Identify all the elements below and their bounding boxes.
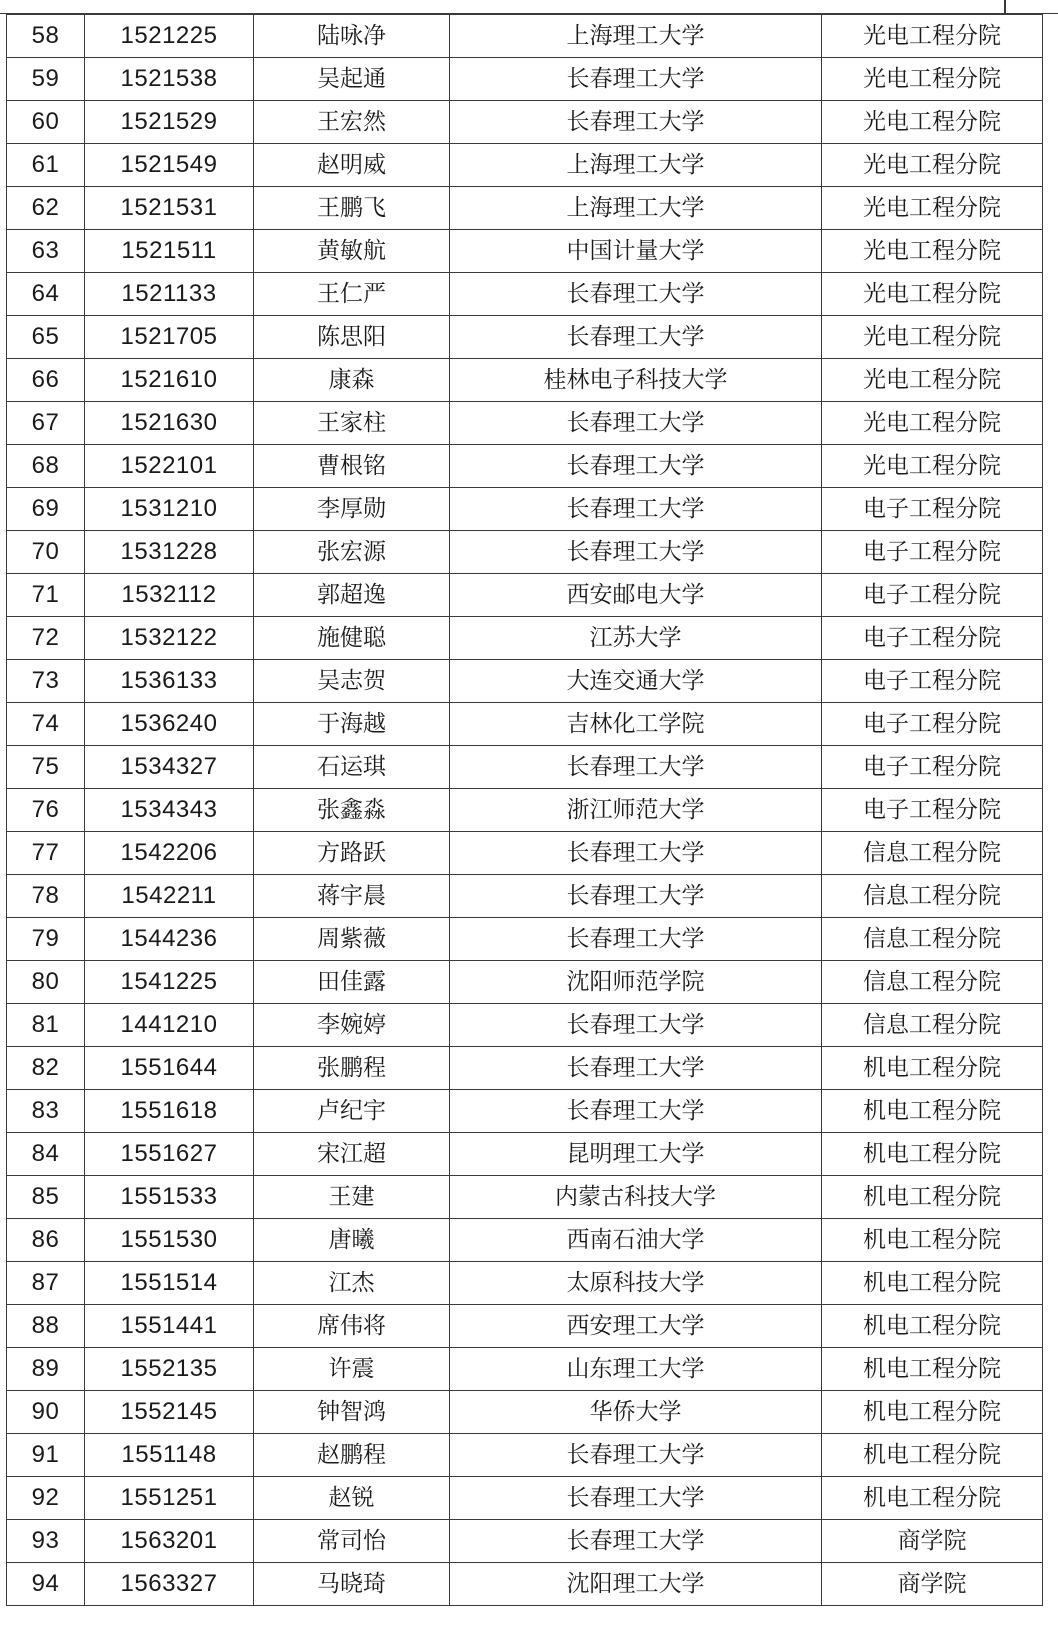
table-row bbox=[7, 230, 1043, 273]
school-cell: 浙江师范大学 bbox=[450, 789, 822, 832]
student-name-cell: 王宏然 bbox=[254, 101, 450, 144]
department-cell: 机电工程分院 bbox=[822, 1176, 1043, 1219]
school-cell: 沈阳理工大学 bbox=[450, 1563, 822, 1606]
table-row bbox=[7, 1348, 1043, 1391]
student-name-cell: 郭超逸 bbox=[254, 574, 450, 617]
student-name-cell: 于海越 bbox=[254, 703, 450, 746]
department-cell: 信息工程分院 bbox=[822, 918, 1043, 961]
school-cell: 上海理工大学 bbox=[450, 144, 822, 187]
student-list-table bbox=[6, 14, 1043, 1606]
school-cell: 长春理工大学 bbox=[450, 1477, 822, 1520]
school-cell: 长春理工大学 bbox=[450, 1520, 822, 1563]
school-cell: 长春理工大学 bbox=[450, 316, 822, 359]
row-number-cell: 67 bbox=[7, 402, 85, 445]
corner-tick bbox=[1004, 0, 1006, 14]
student-id-cell: 1521133 bbox=[85, 273, 254, 316]
student-id-cell: 1552135 bbox=[85, 1348, 254, 1391]
table-body bbox=[7, 15, 1043, 1606]
student-id-cell: 1541225 bbox=[85, 961, 254, 1004]
table-row bbox=[7, 359, 1043, 402]
table-row bbox=[7, 187, 1043, 230]
department-cell: 机电工程分院 bbox=[822, 1348, 1043, 1391]
row-number-cell: 70 bbox=[7, 531, 85, 574]
row-number-cell: 65 bbox=[7, 316, 85, 359]
department-cell: 电子工程分院 bbox=[822, 703, 1043, 746]
department-cell: 电子工程分院 bbox=[822, 574, 1043, 617]
student-name-cell: 王鹏飞 bbox=[254, 187, 450, 230]
student-id-cell: 1551533 bbox=[85, 1176, 254, 1219]
school-cell: 长春理工大学 bbox=[450, 273, 822, 316]
student-name-cell: 陆咏净 bbox=[254, 15, 450, 58]
school-cell: 长春理工大学 bbox=[450, 918, 822, 961]
student-name-cell: 李厚勋 bbox=[254, 488, 450, 531]
row-number-cell: 74 bbox=[7, 703, 85, 746]
department-cell: 商学院 bbox=[822, 1520, 1043, 1563]
student-name-cell: 江杰 bbox=[254, 1262, 450, 1305]
school-cell: 长春理工大学 bbox=[450, 1434, 822, 1477]
student-id-cell: 1551618 bbox=[85, 1090, 254, 1133]
student-name-cell: 赵明威 bbox=[254, 144, 450, 187]
row-number-cell: 87 bbox=[7, 1262, 85, 1305]
student-name-cell: 李婉婷 bbox=[254, 1004, 450, 1047]
school-cell: 长春理工大学 bbox=[450, 1047, 822, 1090]
table-row bbox=[7, 1176, 1043, 1219]
table-row bbox=[7, 660, 1043, 703]
student-id-cell: 1521511 bbox=[85, 230, 254, 273]
row-number-cell: 79 bbox=[7, 918, 85, 961]
student-id-cell: 1521610 bbox=[85, 359, 254, 402]
row-number-cell: 77 bbox=[7, 832, 85, 875]
table-row bbox=[7, 789, 1043, 832]
department-cell: 光电工程分院 bbox=[822, 445, 1043, 488]
table-row bbox=[7, 1563, 1043, 1606]
school-cell: 大连交通大学 bbox=[450, 660, 822, 703]
school-cell: 上海理工大学 bbox=[450, 187, 822, 230]
row-number-cell: 61 bbox=[7, 144, 85, 187]
table-row bbox=[7, 961, 1043, 1004]
student-id-cell: 1536240 bbox=[85, 703, 254, 746]
student-id-cell: 1551251 bbox=[85, 1477, 254, 1520]
table-row bbox=[7, 531, 1043, 574]
row-number-cell: 78 bbox=[7, 875, 85, 918]
school-cell: 华侨大学 bbox=[450, 1391, 822, 1434]
student-name-cell: 方路跃 bbox=[254, 832, 450, 875]
department-cell: 电子工程分院 bbox=[822, 617, 1043, 660]
student-name-cell: 席伟将 bbox=[254, 1305, 450, 1348]
table-row bbox=[7, 316, 1043, 359]
student-name-cell: 许震 bbox=[254, 1348, 450, 1391]
table-row bbox=[7, 1520, 1043, 1563]
student-id-cell: 1551627 bbox=[85, 1133, 254, 1176]
row-number-cell: 93 bbox=[7, 1520, 85, 1563]
row-number-cell: 84 bbox=[7, 1133, 85, 1176]
table-row bbox=[7, 832, 1043, 875]
school-cell: 吉林化工学院 bbox=[450, 703, 822, 746]
student-name-cell: 康森 bbox=[254, 359, 450, 402]
row-number-cell: 75 bbox=[7, 746, 85, 789]
row-number-cell: 90 bbox=[7, 1391, 85, 1434]
department-cell: 信息工程分院 bbox=[822, 875, 1043, 918]
student-name-cell: 宋江超 bbox=[254, 1133, 450, 1176]
department-cell: 光电工程分院 bbox=[822, 187, 1043, 230]
school-cell: 长春理工大学 bbox=[450, 101, 822, 144]
row-number-cell: 73 bbox=[7, 660, 85, 703]
department-cell: 机电工程分院 bbox=[822, 1305, 1043, 1348]
department-cell: 光电工程分院 bbox=[822, 144, 1043, 187]
department-cell: 光电工程分院 bbox=[822, 273, 1043, 316]
student-id-cell: 1521225 bbox=[85, 15, 254, 58]
school-cell: 内蒙古科技大学 bbox=[450, 1176, 822, 1219]
student-name-cell: 王建 bbox=[254, 1176, 450, 1219]
table-row bbox=[7, 1434, 1043, 1477]
student-id-cell: 1536133 bbox=[85, 660, 254, 703]
school-cell: 西安邮电大学 bbox=[450, 574, 822, 617]
student-id-cell: 1542211 bbox=[85, 875, 254, 918]
department-cell: 机电工程分院 bbox=[822, 1047, 1043, 1090]
table-row bbox=[7, 1133, 1043, 1176]
department-cell: 机电工程分院 bbox=[822, 1391, 1043, 1434]
student-id-cell: 1534343 bbox=[85, 789, 254, 832]
table-row bbox=[7, 1391, 1043, 1434]
department-cell: 电子工程分院 bbox=[822, 660, 1043, 703]
table-row bbox=[7, 1090, 1043, 1133]
department-cell: 光电工程分院 bbox=[822, 359, 1043, 402]
row-number-cell: 64 bbox=[7, 273, 85, 316]
student-name-cell: 卢纪宇 bbox=[254, 1090, 450, 1133]
table-row bbox=[7, 617, 1043, 660]
student-name-cell: 周紫薇 bbox=[254, 918, 450, 961]
table-row bbox=[7, 144, 1043, 187]
row-number-cell: 76 bbox=[7, 789, 85, 832]
school-cell: 长春理工大学 bbox=[450, 58, 822, 101]
school-cell: 太原科技大学 bbox=[450, 1262, 822, 1305]
student-name-cell: 张鑫淼 bbox=[254, 789, 450, 832]
student-name-cell: 张鹏程 bbox=[254, 1047, 450, 1090]
school-cell: 西安理工大学 bbox=[450, 1305, 822, 1348]
row-number-cell: 59 bbox=[7, 58, 85, 101]
student-name-cell: 王仁严 bbox=[254, 273, 450, 316]
student-id-cell: 1551530 bbox=[85, 1219, 254, 1262]
school-cell: 江苏大学 bbox=[450, 617, 822, 660]
department-cell: 机电工程分院 bbox=[822, 1434, 1043, 1477]
department-cell: 电子工程分院 bbox=[822, 789, 1043, 832]
department-cell: 电子工程分院 bbox=[822, 746, 1043, 789]
table-row bbox=[7, 1047, 1043, 1090]
student-name-cell: 黄敏航 bbox=[254, 230, 450, 273]
student-name-cell: 赵锐 bbox=[254, 1477, 450, 1520]
department-cell: 信息工程分院 bbox=[822, 832, 1043, 875]
student-name-cell: 吴起通 bbox=[254, 58, 450, 101]
student-name-cell: 张宏源 bbox=[254, 531, 450, 574]
table-row bbox=[7, 918, 1043, 961]
row-number-cell: 58 bbox=[7, 15, 85, 58]
department-cell: 电子工程分院 bbox=[822, 488, 1043, 531]
school-cell: 长春理工大学 bbox=[450, 746, 822, 789]
school-cell: 长春理工大学 bbox=[450, 402, 822, 445]
table-row bbox=[7, 402, 1043, 445]
student-name-cell: 赵鹏程 bbox=[254, 1434, 450, 1477]
department-cell: 机电工程分院 bbox=[822, 1262, 1043, 1305]
row-number-cell: 81 bbox=[7, 1004, 85, 1047]
table-row bbox=[7, 58, 1043, 101]
department-cell: 机电工程分院 bbox=[822, 1477, 1043, 1520]
row-number-cell: 63 bbox=[7, 230, 85, 273]
row-number-cell: 60 bbox=[7, 101, 85, 144]
student-id-cell: 1521705 bbox=[85, 316, 254, 359]
table-row bbox=[7, 488, 1043, 531]
student-id-cell: 1544236 bbox=[85, 918, 254, 961]
table-row bbox=[7, 445, 1043, 488]
school-cell: 长春理工大学 bbox=[450, 1090, 822, 1133]
row-number-cell: 62 bbox=[7, 187, 85, 230]
row-number-cell: 71 bbox=[7, 574, 85, 617]
department-cell: 光电工程分院 bbox=[822, 230, 1043, 273]
row-number-cell: 86 bbox=[7, 1219, 85, 1262]
student-id-cell: 1521549 bbox=[85, 144, 254, 187]
row-number-cell: 89 bbox=[7, 1348, 85, 1391]
row-number-cell: 69 bbox=[7, 488, 85, 531]
top-border bbox=[0, 0, 1058, 14]
department-cell: 商学院 bbox=[822, 1563, 1043, 1606]
row-number-cell: 80 bbox=[7, 961, 85, 1004]
student-id-cell: 1563201 bbox=[85, 1520, 254, 1563]
student-name-cell: 田佳露 bbox=[254, 961, 450, 1004]
row-number-cell: 66 bbox=[7, 359, 85, 402]
student-name-cell: 唐曦 bbox=[254, 1219, 450, 1262]
student-id-cell: 1531210 bbox=[85, 488, 254, 531]
student-id-cell: 1551148 bbox=[85, 1434, 254, 1477]
student-name-cell: 王家柱 bbox=[254, 402, 450, 445]
school-cell: 桂林电子科技大学 bbox=[450, 359, 822, 402]
department-cell: 光电工程分院 bbox=[822, 402, 1043, 445]
table-row bbox=[7, 1477, 1043, 1520]
student-id-cell: 1521529 bbox=[85, 101, 254, 144]
department-cell: 光电工程分院 bbox=[822, 316, 1043, 359]
student-id-cell: 1534327 bbox=[85, 746, 254, 789]
row-number-cell: 72 bbox=[7, 617, 85, 660]
department-cell: 信息工程分院 bbox=[822, 1004, 1043, 1047]
table-row bbox=[7, 1004, 1043, 1047]
row-number-cell: 92 bbox=[7, 1477, 85, 1520]
department-cell: 光电工程分院 bbox=[822, 58, 1043, 101]
department-cell: 信息工程分院 bbox=[822, 961, 1043, 1004]
student-name-cell: 马晓琦 bbox=[254, 1563, 450, 1606]
school-cell: 中国计量大学 bbox=[450, 230, 822, 273]
student-id-cell: 1551514 bbox=[85, 1262, 254, 1305]
student-id-cell: 1521538 bbox=[85, 58, 254, 101]
department-cell: 机电工程分院 bbox=[822, 1090, 1043, 1133]
row-number-cell: 82 bbox=[7, 1047, 85, 1090]
school-cell: 长春理工大学 bbox=[450, 445, 822, 488]
student-name-cell: 施健聪 bbox=[254, 617, 450, 660]
row-number-cell: 85 bbox=[7, 1176, 85, 1219]
table-row bbox=[7, 1262, 1043, 1305]
table-row bbox=[7, 1305, 1043, 1348]
department-cell: 机电工程分院 bbox=[822, 1219, 1043, 1262]
student-name-cell: 陈思阳 bbox=[254, 316, 450, 359]
student-name-cell: 常司怡 bbox=[254, 1520, 450, 1563]
department-cell: 电子工程分院 bbox=[822, 531, 1043, 574]
student-id-cell: 1551644 bbox=[85, 1047, 254, 1090]
row-number-cell: 91 bbox=[7, 1434, 85, 1477]
student-name-cell: 钟智鸿 bbox=[254, 1391, 450, 1434]
table-row bbox=[7, 1219, 1043, 1262]
student-name-cell: 石运琪 bbox=[254, 746, 450, 789]
table-row bbox=[7, 101, 1043, 144]
row-number-cell: 68 bbox=[7, 445, 85, 488]
department-cell: 光电工程分院 bbox=[822, 101, 1043, 144]
school-cell: 山东理工大学 bbox=[450, 1348, 822, 1391]
student-name-cell: 蒋宇晨 bbox=[254, 875, 450, 918]
school-cell: 长春理工大学 bbox=[450, 1004, 822, 1047]
student-id-cell: 1532112 bbox=[85, 574, 254, 617]
school-cell: 长春理工大学 bbox=[450, 531, 822, 574]
student-id-cell: 1441210 bbox=[85, 1004, 254, 1047]
student-id-cell: 1521531 bbox=[85, 187, 254, 230]
student-id-cell: 1551441 bbox=[85, 1305, 254, 1348]
school-cell: 西南石油大学 bbox=[450, 1219, 822, 1262]
table-row bbox=[7, 746, 1043, 789]
student-id-cell: 1563327 bbox=[85, 1563, 254, 1606]
school-cell: 长春理工大学 bbox=[450, 832, 822, 875]
department-cell: 光电工程分院 bbox=[822, 15, 1043, 58]
student-name-cell: 吴志贺 bbox=[254, 660, 450, 703]
table-row bbox=[7, 875, 1043, 918]
department-cell: 机电工程分院 bbox=[822, 1133, 1043, 1176]
student-id-cell: 1522101 bbox=[85, 445, 254, 488]
student-id-cell: 1531228 bbox=[85, 531, 254, 574]
school-cell: 沈阳师范学院 bbox=[450, 961, 822, 1004]
row-number-cell: 94 bbox=[7, 1563, 85, 1606]
school-cell: 昆明理工大学 bbox=[450, 1133, 822, 1176]
table-row bbox=[7, 574, 1043, 617]
student-name-cell: 曹根铭 bbox=[254, 445, 450, 488]
row-number-cell: 83 bbox=[7, 1090, 85, 1133]
school-cell: 上海理工大学 bbox=[450, 15, 822, 58]
table-row bbox=[7, 273, 1043, 316]
student-id-cell: 1552145 bbox=[85, 1391, 254, 1434]
student-id-cell: 1542206 bbox=[85, 832, 254, 875]
school-cell: 长春理工大学 bbox=[450, 488, 822, 531]
table-row bbox=[7, 703, 1043, 746]
student-id-cell: 1521630 bbox=[85, 402, 254, 445]
school-cell: 长春理工大学 bbox=[450, 875, 822, 918]
student-id-cell: 1532122 bbox=[85, 617, 254, 660]
table-row bbox=[7, 15, 1043, 58]
row-number-cell: 88 bbox=[7, 1305, 85, 1348]
